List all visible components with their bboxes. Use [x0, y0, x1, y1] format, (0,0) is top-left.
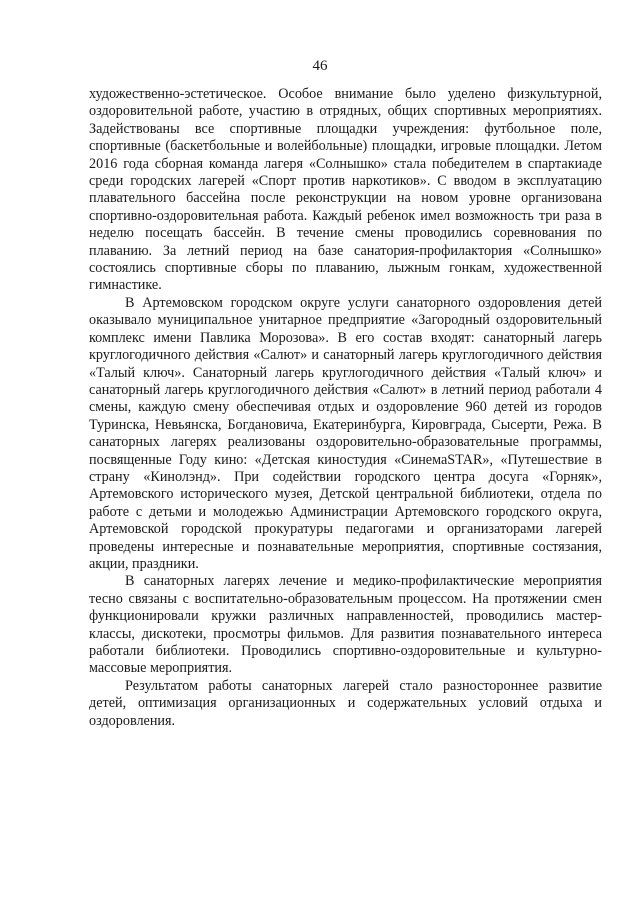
paragraph-results: Результатом работы санаторных лагерей стало разностороннее развитие детей, оптимизация организационных и содержательных условий отдыха и оздоровления.	[89, 677, 602, 729]
paragraph-sports-work: художественно-эстетическое. Особое внимание было уделено физкультурной, оздоровительной работе, участию в отрядных, общих спортивных мероприятиях. Задействованы все спортивные площадки учреждения: футбольное поле, спортивные (баскетбольные и волейбольные) площадки, игровые площадки. Летом 2016 года сборная команда лагеря «Солнышко» стала победителем в спартакиаде среди городских лагерей «Спорт против наркотиков». С вводом в эксплуатацию плавательного бассейна после реконструкции на новом уровне организована спортивно-оздоровительная работа. Каждый ребенок имел возможность три раза в неделю посещать бассейн. В течение смены проводились соревнования по плаванию. За летний период на базе санатория-профилактория «Солнышко» состоялись спортивные сборы по плаванию, лыжным гонкам, художественной гимнастике.	[89, 86, 602, 294]
document-body	[89, 86, 602, 730]
paragraph-artemovsky-sanatorium: В Артемовском городском округе услуги санаторного оздоровления детей оказывало муниципальное унитарное предприятие «Загородный оздоровительный комплекс имени Павлика Морозова». В его состав входят: санаторный лагерь круглогодичного действия «Салют» и санаторный лагерь круглогодичного действия «Талый ключ». Санаторный лагерь круглогодичного действия «Талый ключ» и санаторный лагерь круглогодичного действия «Салют» в летний период работали 4 смены, каждую смену обеспечивая отдых и оздоровление 960 детей из городов Туринска, Невьянска, Богдановича, Екатеринбурга, Кировграда, Сысерти, Режа. В санаторных лагерях реализованы оздоровительно-образовательные программы, посвященные Году кино: «Детская киностудия «СинемаSTAR», «Путешествие в страну «Кинолэнд». При содействии городского центра досуга «Горняк», Артемовского исторического музея, Детской центральной библиотеки, отдела по работе с детьми и молодежью Администрации Артемовского городского округа, Артемовской городской прокуратуры педагогами и организаторами лагерей проведены интересные и познавательные мероприятия, спортивные состязания, акции, праздники.	[89, 294, 602, 572]
paragraph-medical-activities: В санаторных лагерях лечение и медико-профилактические мероприятия тесно связаны с воспитательно-образовательным процессом. На протяжении смен функционировали кружки различных направленностей, проводились мастер-классы, дискотеки, просмотры фильмов. Для развития познавательного интереса работали библиотеки. Проводились спортивно-оздоровительные и культурно-массовые мероприятия.	[89, 573, 602, 677]
page-number: 46	[312, 58, 328, 74]
